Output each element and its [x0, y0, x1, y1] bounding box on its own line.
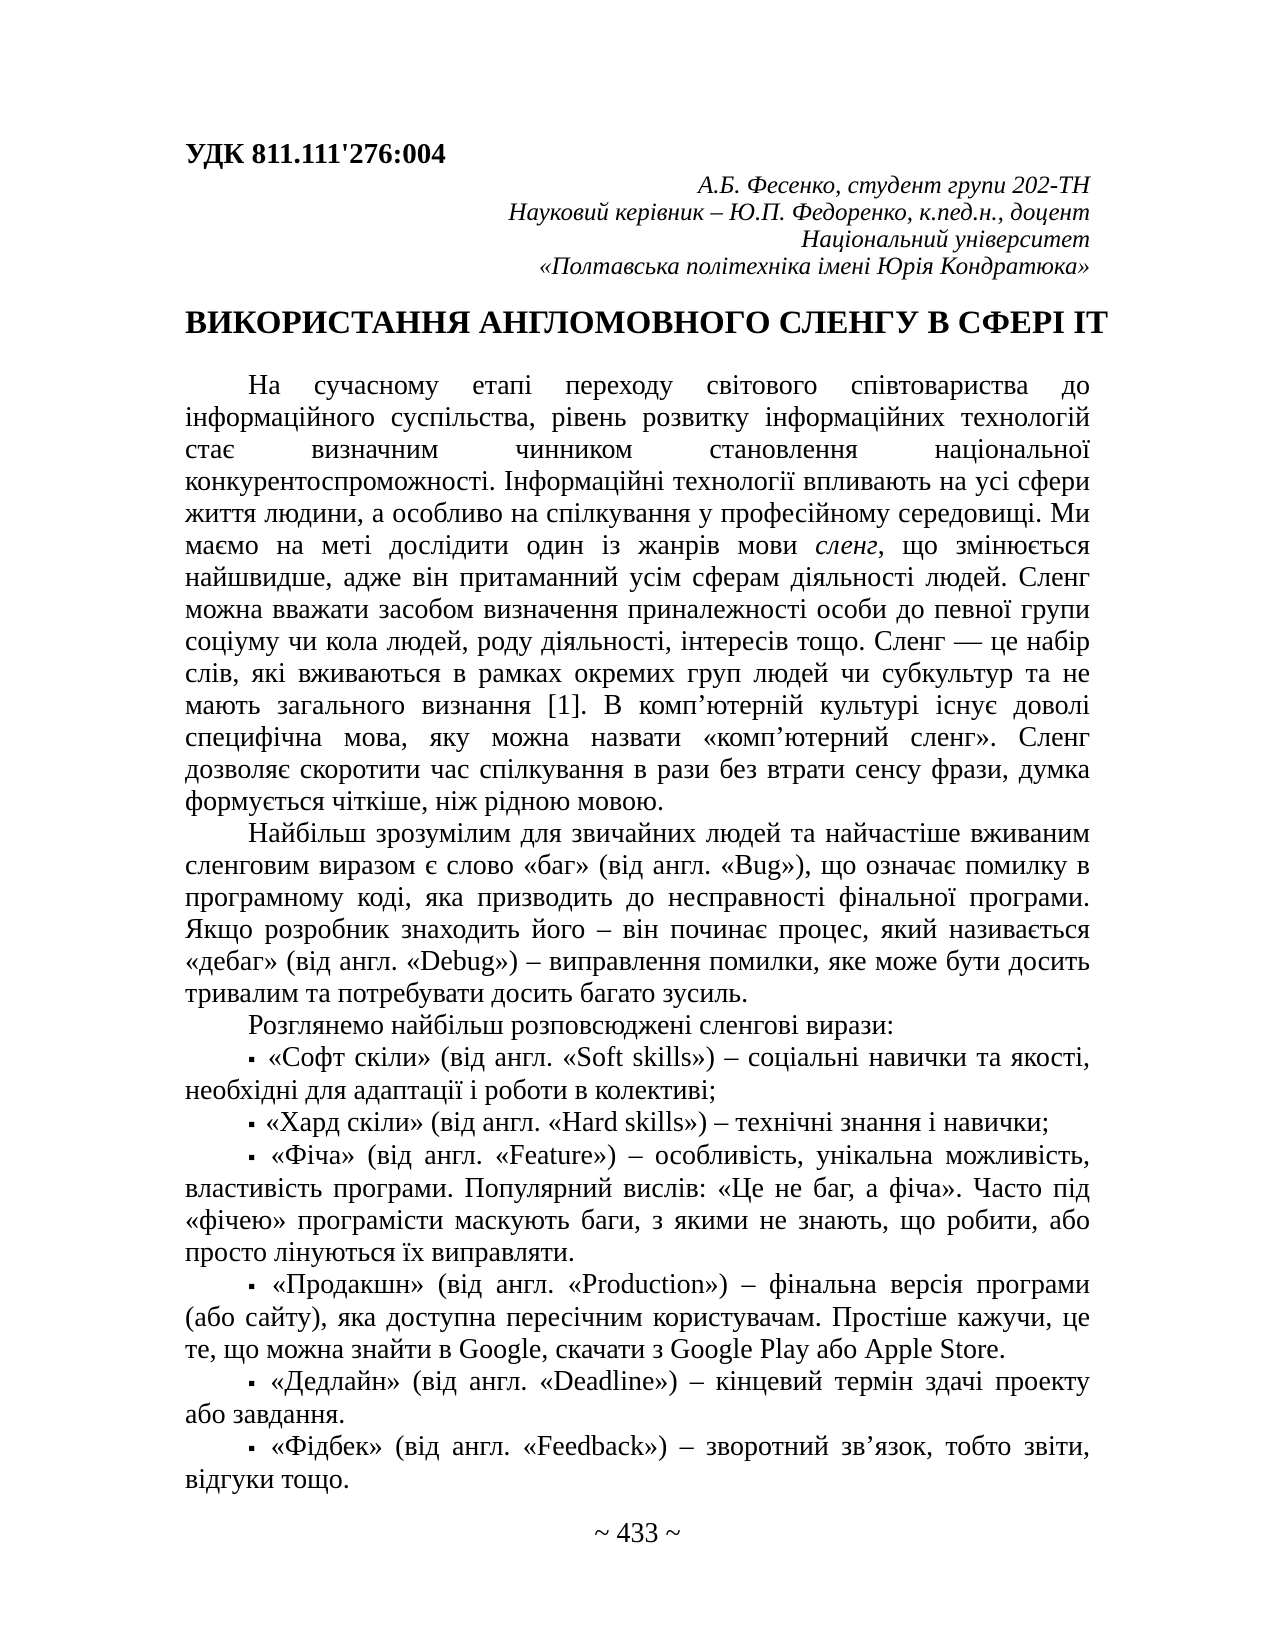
- bullet-square-icon: ▪: [248, 1047, 258, 1071]
- byline-university: Національний університет: [801, 226, 1090, 253]
- body-paragraph: [185, 818, 1090, 1010]
- text-run: «Софт скіли» (від англ. «Soft skills») – соціальні навички та якості, необхідні для адаптації і роботи в колективі;: [185, 1042, 1090, 1106]
- body-paragraph: [185, 1010, 1090, 1042]
- bullet-item: [185, 1366, 1090, 1431]
- bullet-item: [185, 1042, 1090, 1107]
- body-paragraph: [185, 370, 1090, 818]
- text-run: Найбільш зрозумілим для звичайних людей та найчастіше вживаним сленговим виразом є слово «баг» (від англ. «Bug»), що означає помилку в програмному коді, яка призводить до несправності фінальної програми. Якщо розробник знаходить його – він починає процес, який називається «дебаг» (від англ. «Debug») – виправлення помилки, яке може бути досить тривалим та потребувати досить багато зусиль.: [185, 818, 1090, 1009]
- text-run: сленг: [815, 530, 878, 561]
- article-title: ВИКОРИСТАННЯ АНГЛОМОВНОГО СЛЕНГУ В СФЕРІ ІТ: [185, 305, 1109, 341]
- text-run: «Дедлайн» (від англ. «Deadline») – кінцевий термін здачі проекту або завдання.: [185, 1366, 1090, 1430]
- bullet-item: [185, 1107, 1090, 1140]
- bullet-square-icon: ▪: [248, 1436, 261, 1460]
- article-body: [185, 370, 1090, 1496]
- page-content: [185, 138, 1109, 1496]
- text-run: «Хард скіли» (від англ. «Hard skills») – технічні знання і навички;: [265, 1107, 1050, 1138]
- byline-author: А.Б. Фесенко, студент групи 202-ТН: [697, 172, 1090, 199]
- byline: [185, 172, 1090, 280]
- text-run: Розглянемо найбільш розповсюджені сленгові вирази:: [248, 1010, 895, 1041]
- text-run: На сучасному етапі переходу світового співтовариства до інформаційного суспільства, рівень розвитку інформаційних технологій стає визначним чинником становлення національної конкурентоспроможності. Інформаційні технології впливають на усі сфери життя людини, а особливо на спілкування у професійному середовищі. Ми маємо на меті дослідити один із жанрів мови: [185, 370, 1090, 561]
- text-run: «Продакшн» (від англ. «Production») – фінальна версія програми (або сайту), яка доступна пересічним користувачам. Простіше кажучи, це те, що можна знайти в Google, скачати з Google Play або Apple Store.: [185, 1269, 1090, 1365]
- bullet-item: [185, 1431, 1090, 1496]
- bullet-item: [185, 1269, 1090, 1366]
- bullet-item: [185, 1140, 1090, 1269]
- text-run: , що змінюється найшвидше, адже він притаманний усім сферам діяльності людей. Сленг можна вважати засобом визначення приналежності особи до певної групи соціуму чи кола людей, роду діяльності, інтересів тощо. Сленг — це набір слів, які вживаються в рамках окремих груп людей чи субкультур та не мають загального визнання [1]. В комп’ютерній культурі існує доволі специфічна мова, яку можна назвати «комп’ютерний сленг». Сленг дозволяє скоротити час спілкування в рази без втрати сенсу фрази, думка формується чіткіше, ніж рідною мовою.: [185, 530, 1090, 817]
- text-run: «Фіча» (від англ. «Feature») – особливість, унікальна можливість, властивість програми. Популярний вислів: «Це не баг, а фіча». Часто під «фічею» програмісти маскують баги, з якими не знають, що робити, або просто лінуються їх виправляти.: [185, 1140, 1090, 1268]
- byline-university-name: «Полтавська політехніка імені Юрія Кондратюка»: [539, 253, 1090, 280]
- bullet-square-icon: ▪: [248, 1274, 262, 1298]
- bullet-square-icon: ▪: [248, 1145, 261, 1169]
- bullet-square-icon: ▪: [248, 1371, 261, 1395]
- page-number: ~ 433 ~: [594, 1518, 681, 1549]
- bullet-square-icon: ▪: [248, 1112, 256, 1136]
- byline-advisor: Науковий керівник – Ю.П. Федоренко, к.пед.н., доцент: [508, 199, 1090, 226]
- text-run: «Фідбек» (від англ. «Feedback») – зворотний зв’язок, тобто звіти, відгуки тощо.: [185, 1431, 1090, 1495]
- udc-code: УДК 811.111'276:004: [185, 138, 446, 170]
